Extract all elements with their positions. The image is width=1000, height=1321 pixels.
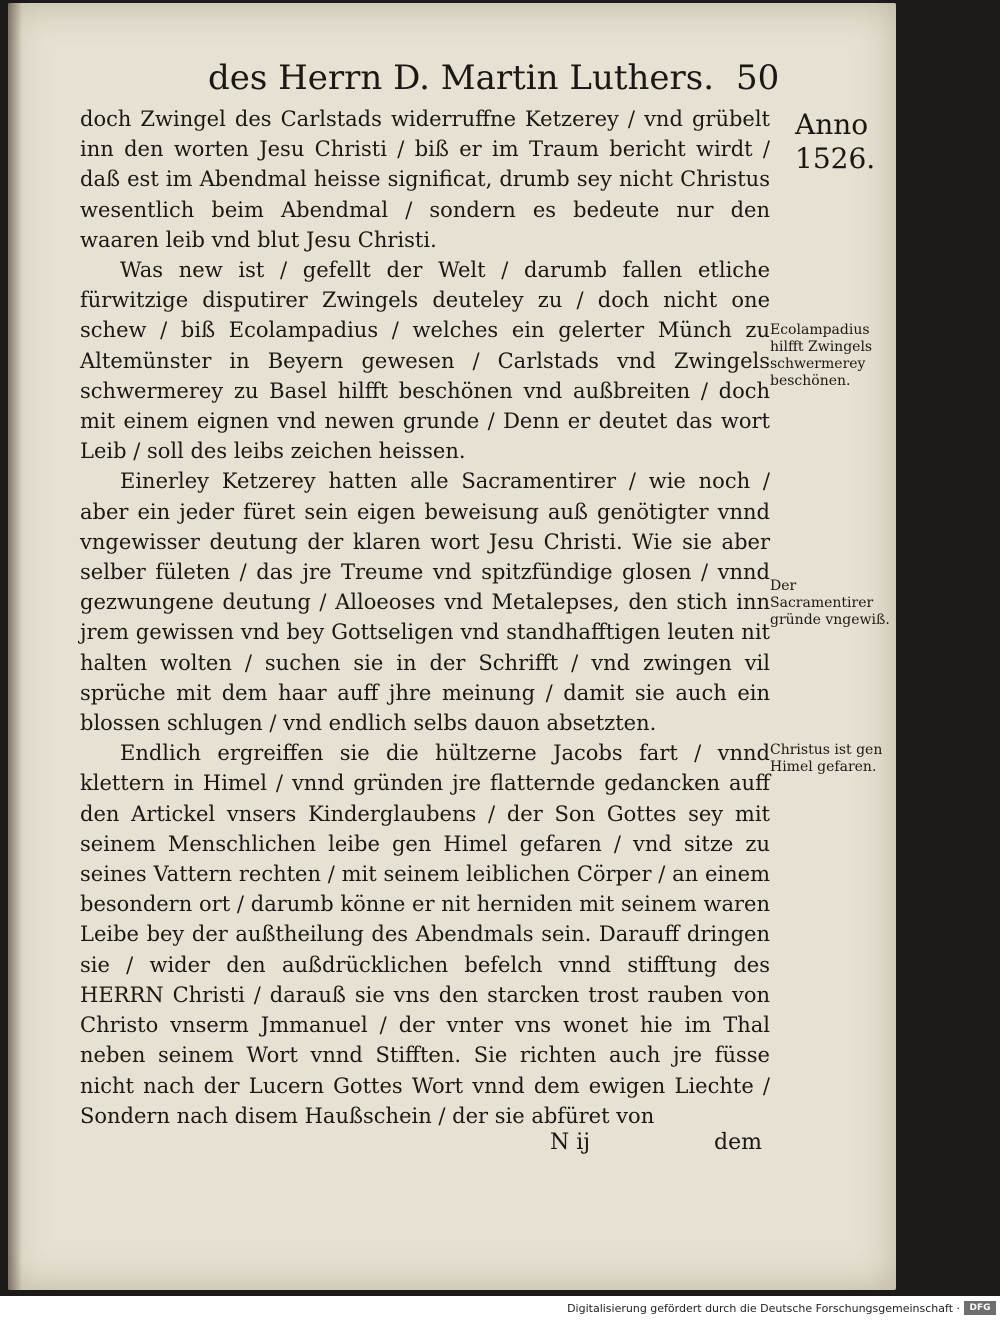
funding-credit: Digitalisierung gefördert durch die Deutsche Forschungsgemeinschaft · — [567, 1302, 960, 1315]
digitization-footer — [0, 1296, 1000, 1321]
signature-line — [80, 1128, 770, 1158]
running-head — [200, 58, 800, 98]
margin-note-anno: Anno 1526. — [795, 108, 876, 175]
margin-note-sacramentirer: Der Sacramentirer gründe vngewiß. — [770, 578, 890, 628]
margin-note-ecolampadius: Ecolampadius hilfft Zwingels schwermerey beschönen. — [770, 322, 873, 389]
paragraph: Was new ist / gefellt der Welt / darumb fallen etliche fürwitzige disputirer Zwingels deuteley zu / doch nicht one schew / biß Ecolampadius / welches ein gelerter Münch zu Altemünster in Beyern gewesen / Carlstads vnd Zwingels schwermerey zu Basel hilfft beschönen vnd außbreiten / doch mit einem eignen vnd newen grunde / Denn er deutet das wort Leib / soll des leibs zeichen heissen. — [80, 258, 770, 464]
dfg-logo: DFG — [964, 1301, 996, 1315]
folio-number: 50 — [736, 58, 780, 98]
page-spine-shadow — [8, 3, 22, 1290]
running-title: des Herrn D. Martin Luthers. — [208, 58, 715, 98]
margin-note-himel: Christus ist gen Himel gefaren. — [770, 742, 883, 775]
signature-mark: N ij — [550, 1130, 591, 1155]
catchword: dem — [714, 1130, 762, 1155]
paragraph: Einerley Ketzerey hatten alle Sacramentirer / wie noch / aber ein jeder füret sein eigen beweisung auß genötigter vnnd vngewisser deutung der klaren wort Jesu Christi. Wie sie aber selber fületen / das jre Treume vnd spitzfündige glosen / vnnd gezwungene deutung / Alloeoses vnd Metalepses, den stich inn jrem gewissen vnd bey Gottseligen vnd standhafftigen leuten nit halten wolten / suchen sie in der Schrifft / vnd zwingen vil sprüche mit dem haar auff jhre meinung / damit sie auch ein blossen schlugen / vnd endlich selbs dauon absetzten. — [80, 469, 770, 736]
paragraph: Endlich ergreiffen sie die hültzerne Jacobs fart / vnnd klettern in Himel / vnnd gründen jre flatternde gedancken auff den Artickel vnsers Kinderglaubens / der Son Gottes sey mit seinem Menschlichen leibe gen Himel gefaren / vnd sitze zu seines Vattern rechten / mit seinem leiblichen Cörper / an einem besondern ort / darumb könne er nit herniden mit seinem waren Leibe bey der außtheilung des Abendmals sein. Darauff dringen sie / wider den außdrücklichen befelch vnnd stifftung des HERRN Christi / darauß sie vns den starcken trost rauben von Christo vnserm Jmmanuel / der vnter vns wonet hie im Thal neben seinem Wort vnnd Stifften. Sie richten auch jre füsse nicht nach der Lucern Gottes Wort vnnd dem ewigen Liechte / Sondern nach disem Haußschein / der sie abfüret von — [80, 741, 770, 1128]
paragraph: doch Zwingel des Carlstads widerruffne Ketzerey / vnd grübelt inn den worten Jesu Christi / biß er im Traum bericht wirdt / daß est im Abendmal heisse significat, drumb sey nicht Christus wesentlich beim Abendmal / sondern es bedeute nur den waaren leib vnd blut Jesu Christi. — [80, 107, 770, 252]
body-text — [80, 104, 770, 1131]
